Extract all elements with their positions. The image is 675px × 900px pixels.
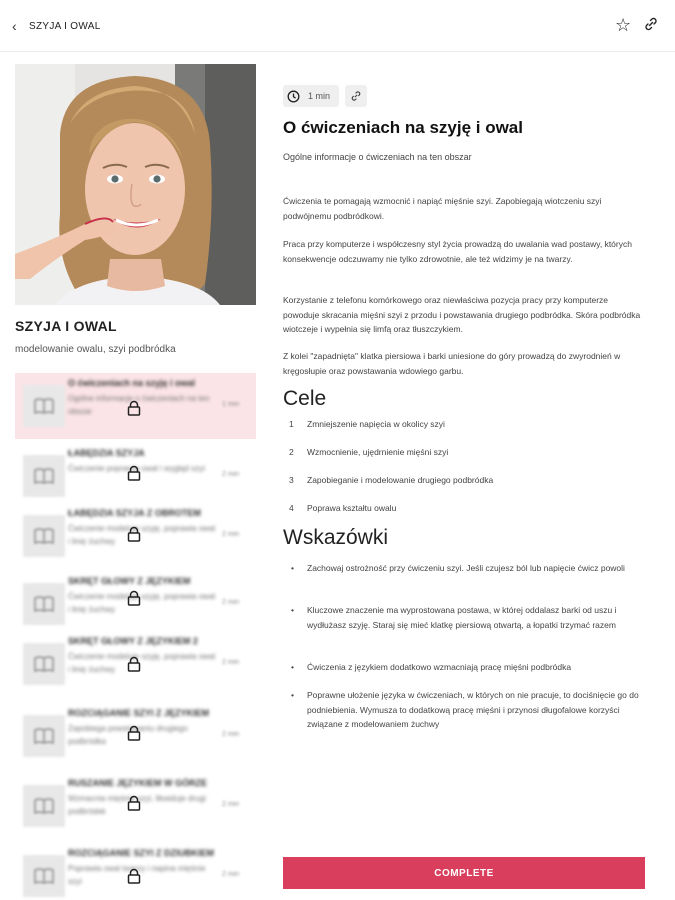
- lock-icon: [127, 526, 141, 542]
- category-subtitle: modelowanie owalu, szyi podbródka: [15, 344, 176, 355]
- lesson-description: Ćwiczenie modeluje szyję, poprawia owal i linię żuchwy: [68, 524, 216, 546]
- lesson-description: Zapobiega powstawaniu drugiego podbródka: [68, 724, 188, 746]
- lock-icon: [127, 400, 141, 416]
- paragraph: Praca przy komputerze i współczesny styl życia prowadzą do uwalania wad postawy, których konsekwencje odczuwamy nie tylko zdrowotnie, ale też widzimy je na twarzy.: [283, 239, 632, 264]
- link-icon: [350, 90, 362, 102]
- book-icon: [23, 715, 65, 757]
- lesson-duration: 2 min: [222, 871, 240, 878]
- lesson-description: Ćwiczenie poprawia owal i wygląd szyi: [68, 464, 205, 473]
- book-icon: [23, 515, 65, 557]
- lesson-duration: 2 min: [222, 659, 240, 666]
- category-title: SZYJA I OWAL: [15, 318, 117, 334]
- lesson-duration: 2 min: [222, 731, 240, 738]
- lesson-duration: 2 min: [222, 801, 240, 808]
- book-icon: [23, 583, 65, 625]
- lesson-title: O ćwiczeniach na szyję i owal: [68, 378, 196, 388]
- lesson-duration: 2 min: [222, 531, 240, 538]
- list-item[interactable]: [15, 373, 256, 439]
- lesson-description: Poprawia owal twarzy i napina mięśnie szyi: [68, 864, 206, 886]
- lesson-duration: 1 min: [222, 401, 240, 408]
- complete-button[interactable]: COMPLETE: [283, 857, 645, 889]
- chevron-left-icon[interactable]: ‹: [12, 18, 17, 34]
- page-title: SZYJA I OWAL: [29, 21, 101, 32]
- list-item[interactable]: [15, 443, 256, 509]
- lesson-title: ROZCIĄGANIE SZYI Z JĘZYKIEM: [68, 708, 210, 718]
- list-item[interactable]: [15, 631, 256, 697]
- lock-icon: [127, 795, 141, 811]
- book-icon: [23, 785, 65, 827]
- paragraph: Ćwiczenia te pomagają wzmocnić i napiąć mięśnie szyi. Zapobiegają wiotczeniu szyi podwójnemu podbródkowi.: [283, 196, 602, 221]
- book-icon: [23, 855, 65, 897]
- category-panel: [0, 53, 270, 900]
- list-item[interactable]: [15, 843, 256, 900]
- list-item[interactable]: [15, 571, 256, 637]
- list-item[interactable]: [15, 503, 256, 569]
- clock-icon: [287, 90, 300, 103]
- duration-badge: [283, 85, 339, 107]
- lesson-title: ROZCIĄGANIE SZYI Z DZIUBKIEM: [68, 848, 214, 858]
- lesson-description: Wzmacnia mięśnie szyi, likwiduje drugi podbródek: [68, 794, 206, 816]
- lock-icon: [127, 590, 141, 606]
- book-icon: [23, 643, 65, 685]
- lock-icon: [127, 725, 141, 741]
- lesson-subtitle: Ogólne informacje o ćwiczeniach na ten obszar: [283, 152, 472, 162]
- lock-icon: [127, 868, 141, 884]
- lesson-description: Ćwiczenie modeluje szyję, poprawia owal i linię żuchwy: [68, 592, 216, 614]
- link-icon[interactable]: [643, 16, 659, 32]
- copy-link-button[interactable]: [345, 85, 367, 107]
- duration-text: 1 min: [308, 91, 331, 101]
- paragraph: Z kolei "zapadnięta" klatka piersiowa i barki uniesione do góry prowadzą do zwyrodnień w kręgosłupie oraz powstawania wdowiego garbu.: [283, 351, 621, 376]
- star-icon[interactable]: ☆: [615, 15, 632, 35]
- book-icon: [23, 455, 65, 497]
- goals-heading: Cele: [283, 387, 327, 410]
- lesson-description: Ogólne informacje o ćwiczeniach na ten obszar: [68, 394, 210, 416]
- lesson-title: RUSZANIE JĘZYKIEM W GÓRZE: [68, 778, 208, 788]
- lesson-title: SKRĘT GŁOWY Z JĘZYKIEM 2: [68, 636, 198, 646]
- paragraph: Korzystanie z telefonu komórkowego oraz niewłaściwa pozycja pracy przy komputerze powoduje skracania mięśni szyi z przodu i powstawania drugiego podbródka. Skóra podbródka wiotczeje i wypełnia się limfą oraz tłuszczykiem.: [283, 295, 641, 334]
- lesson-duration: 2 min: [222, 599, 240, 606]
- lesson-duration: 2 min: [222, 471, 240, 478]
- lesson-description: Ćwiczenie modeluje szyję, poprawia owal i linię żuchwy: [68, 652, 216, 674]
- lesson-title: SKRĘT GŁOWY Z JĘZYKIEM: [68, 576, 191, 586]
- lock-icon: [127, 465, 141, 481]
- list-item[interactable]: [15, 703, 256, 769]
- category-photo: [15, 64, 256, 305]
- lesson-title: ŁABĘDZIA SZYJA: [68, 448, 145, 458]
- list-item[interactable]: [15, 773, 256, 839]
- lesson-list: [15, 373, 256, 900]
- book-icon: [23, 385, 65, 427]
- lesson-title: ŁABĘDZIA SZYJA Z OBROTEM: [68, 508, 201, 518]
- tips-heading: Wskazówki: [283, 526, 389, 549]
- lock-icon: [127, 656, 141, 672]
- lesson-heading: O ćwiczeniach na szyję i owal: [283, 118, 523, 137]
- top-bar: [0, 0, 675, 52]
